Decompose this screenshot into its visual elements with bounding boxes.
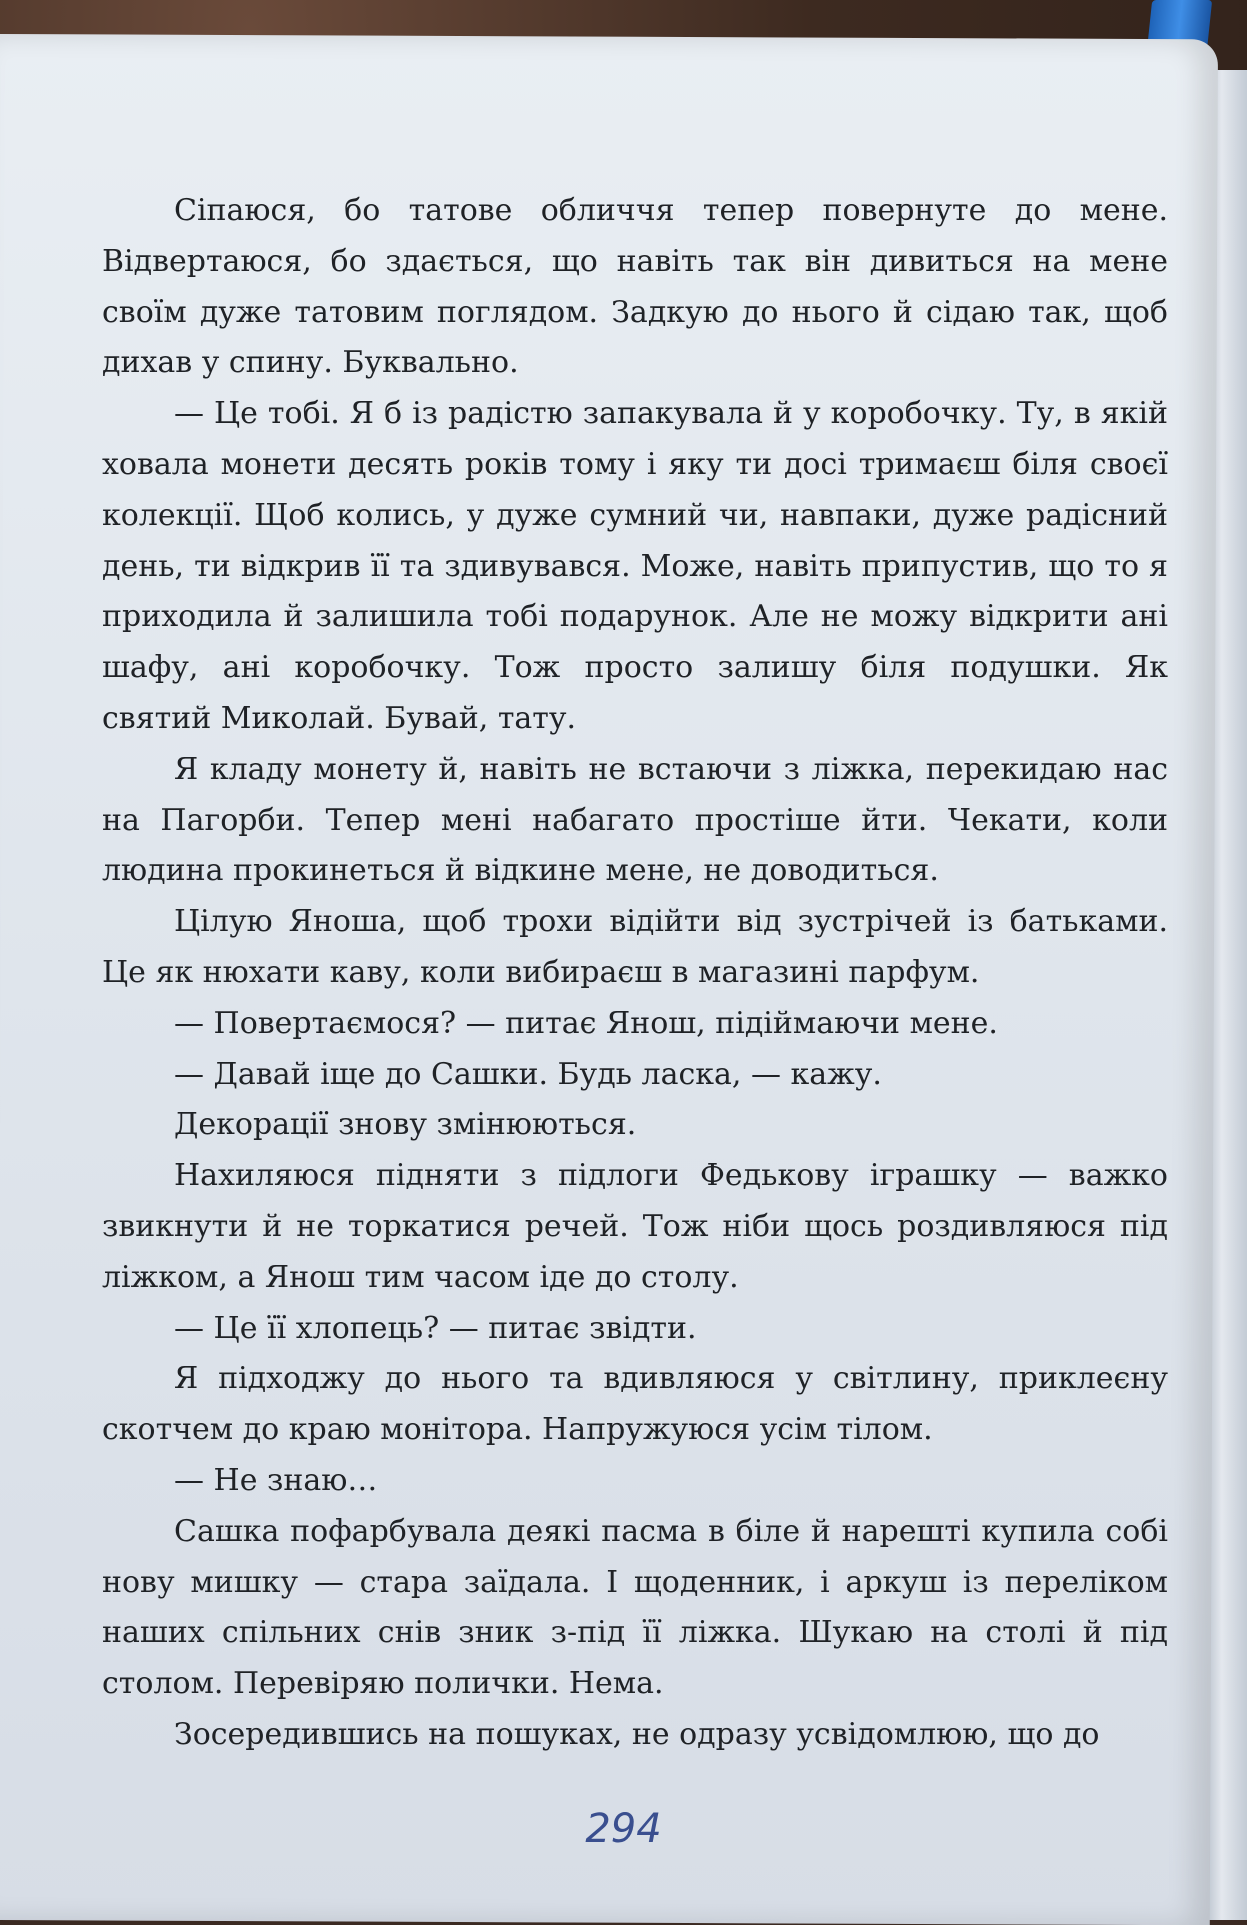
paragraph: Я підходжу до нього та вдивляюся у світлину, приклеєну скотчем до краю монітора. Напружуюся усім тілом. — [102, 1361, 1168, 1448]
paragraph: Нахиляюся підняти з підлоги Федькову іграшку — важко звикнути й не торкатися речей. Тож ніби щось роздивляюся під ліжком, а Янош тим часом іде до столу. — [102, 1158, 1168, 1295]
paragraph: — Повертаємося? — питає Янош, підіймаючи мене. — [174, 1005, 998, 1041]
page-text — [102, 186, 1168, 1761]
paragraph: — Давай іще до Сашки. Будь ласка, — кажу. — [174, 1056, 882, 1092]
page-number: 294 — [585, 1806, 662, 1852]
paragraph: Цілую Яноша, щоб трохи відійти від зустрічей із батьками. Це як нюхати каву, коли вибираєш в магазині парфум. — [102, 904, 1168, 990]
paragraph: — Це тобі. Я б із радістю запакувала й у коробочку. Ту, в якій ховала монети десять років тому і яку ти досі тримаєш біля своєї колекції. Щоб колись, у дуже сумний чи, навпаки, дуже радісний день, ти відкрив її та здивувався. Може, навіть припустив, що то я приходила й залишила тобі подарунок. Але не можу відкрити ані шафу, ані коробочку. Тож просто залишу біля подушки. Як святий Миколай. Бувай, тату. — [102, 396, 1168, 736]
paragraph: Зосередившись на пошуках, не одразу усвідомлюю, що до — [174, 1716, 1100, 1752]
paragraph: — Це її хлопець? — питає звідти. — [174, 1310, 697, 1346]
paragraph: Я кладу монету й, навіть не встаючи з ліжка, перекидаю нас на Пагорби. Тепер мені набагато простіше йти. Чекати, коли людина прокинеться й відкине мене, не доводиться. — [102, 751, 1168, 889]
paragraph: Декорації знову змінюються. — [174, 1107, 637, 1143]
paragraph: Сашка пофарбувала деякі пасма в біле й нарешті купила собі нову мишку — стара заїдала. І щоденник, і аркуш із переліком наших спільних снів зник з-під її ліжка. Шукаю на столі й під столом. Перевіряю полички. Нема. — [102, 1513, 1168, 1702]
paragraph: — Не знаю… — [174, 1462, 378, 1498]
paragraph: Сіпаюся, бо татове обличчя тепер повернуте до мене. Відвертаюся, бо здається, що навіть так він дивиться на мене своїм дуже татовим поглядом. Задкую до нього й сідаю так, щоб дихав у спину. Буквально. — [102, 193, 1168, 381]
